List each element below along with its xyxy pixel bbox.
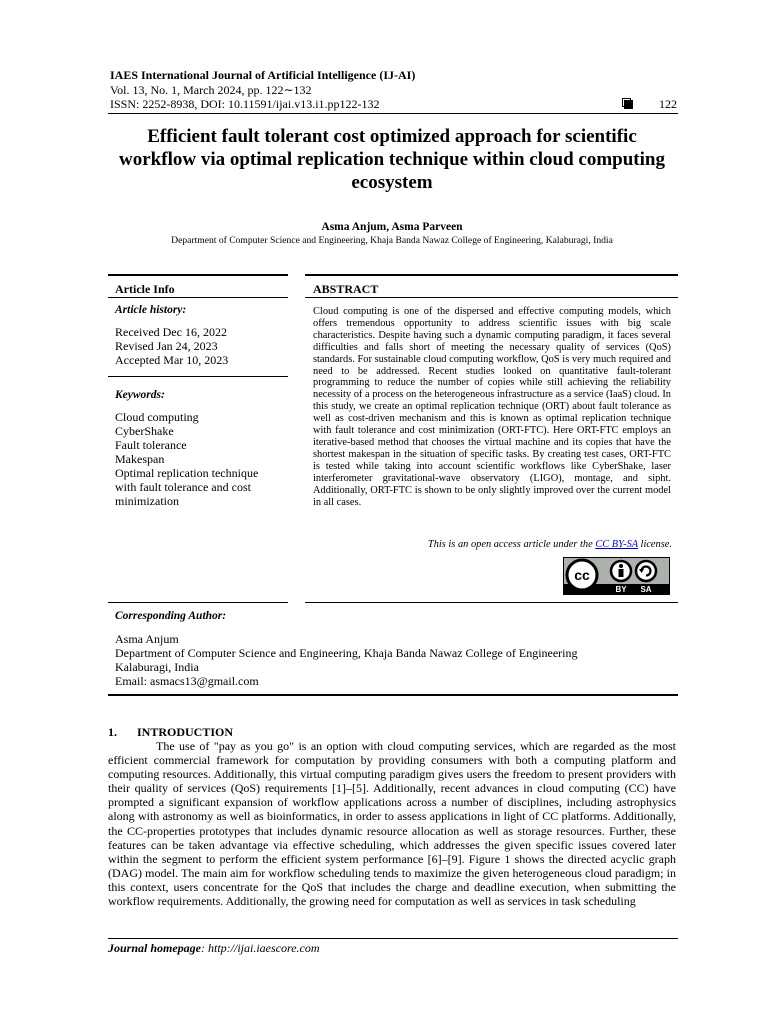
abstract-sub-rule (305, 297, 678, 298)
journal-homepage (108, 941, 320, 956)
journal-issn: ISSN: 2252-8938, DOI: 10.11591/ijai.v13.i1.pp122-132 (110, 97, 380, 111)
license-prefix: This is an open access article under the (427, 539, 596, 550)
header-rule (108, 113, 678, 114)
homepage-label: Journal homepage (108, 941, 202, 955)
article-info-heading: Article Info (115, 282, 175, 296)
abstract-text: Cloud computing is one of the dispersed and effective computing models, which offers tremendous opportunity to address scientific issues with big scale characteristics. Despite having such a dynamic computing paradigm, it faces several difficulties and falls short of meeting the necessary quality of services (QoS) standards. For sustainable cloud computing workflow, QoS is very much required and need to be addressed. Recent studies looked on quantitative fault-tolerant programming to reduce the number of copies while still achieving the reliability necessity of a process on the heterogeneous infrastructure as a service (IaaS) cloud. In this study, we create an optimal replication technique (ORT) about fault tolerance as well as cost-driven mechanism and this is known as optimal replication technique with fault tolerance and cost minimization (ORT-FTC). Here ORT-FTC employs an iterative-based method that chooses the virtual machine and its copies that have the shortest makespan in the situation of specific tasks. By creating test cases, ORT-FTC is tested while taking into account scientific workflows like CyberShake, laser interferometer gravitational-wave observatory (LIGO), montage, and sipht. Additionally, ORT-FTC is shown to be only slightly improved over the current model in all cases. (313, 306, 671, 508)
paper-affiliation: Department of Computer Science and Engineering, Khaja Banda Nawaz College of Engineering, Kalaburagi, India (171, 235, 613, 246)
introduction-body (108, 739, 676, 908)
badge-sa-label: SA (640, 585, 652, 594)
license-note (428, 539, 672, 550)
license-link[interactable]: CC BY-SA (595, 539, 638, 550)
keyword-item: Cloud computing (115, 410, 199, 424)
corresponding-city: Kalaburagi, India (115, 660, 199, 674)
square-bullet-icon (622, 98, 631, 107)
abstract-heading: ABSTRACT (313, 282, 379, 296)
keyword-item: Optimal replication technique with fault tolerance and cost minimization (115, 466, 259, 508)
abstract-bottom-rule (305, 602, 678, 603)
keywords-list (115, 410, 275, 508)
article-info-top-rule (108, 274, 288, 276)
svg-text:cc: cc (574, 567, 590, 583)
homepage-url[interactable]: : http://ijai.iaescore.com (201, 941, 320, 955)
cc-by-sa-badge-icon[interactable] (563, 557, 670, 595)
journal-name: IAES International Journal of Artificial Intelligence (IJ-AI) (110, 68, 416, 82)
accepted-date: Accepted Mar 10, 2023 (115, 353, 229, 367)
journal-header (110, 68, 678, 112)
abstract-top-rule (305, 274, 678, 276)
received-date: Received Dec 16, 2022 (115, 325, 227, 339)
revised-date: Revised Jan 24, 2023 (115, 339, 218, 353)
corresponding-bottom-rule (108, 694, 678, 696)
journal-volume: Vol. 13, No. 1, March 2024, pp. 122∼132 (110, 82, 312, 97)
badge-by-label: BY (615, 585, 627, 594)
corresponding-email: Email: asmacs13@gmail.com (115, 674, 259, 688)
keyword-item: Fault tolerance (115, 438, 187, 452)
article-info-sub-rule (108, 297, 288, 298)
paper-authors: Asma Anjum, Asma Parveen (321, 221, 463, 233)
section-title: INTRODUCTION (137, 725, 234, 739)
corresponding-author (115, 632, 675, 688)
keywords-heading: Keywords: (115, 389, 165, 401)
history-divider (108, 376, 288, 377)
paper-title: Efficient fault tolerant cost optimized approach for scientific workflow via optimal replication technique within cloud computing ecosystem (119, 126, 665, 193)
corresponding-dept: Department of Computer Science and Engineering, Khaja Banda Nawaz College of Engineering (115, 646, 578, 660)
section-heading (108, 725, 233, 740)
article-info-bottom-rule (108, 602, 288, 603)
corresponding-name: Asma Anjum (115, 632, 179, 646)
keyword-item: CyberShake (115, 424, 174, 438)
keyword-item: Makespan (115, 452, 165, 466)
page-number: 122 (659, 97, 677, 111)
article-history-heading: Article history: (115, 304, 187, 316)
section-number: 1. (108, 725, 117, 739)
corresponding-heading: Corresponding Author: (115, 610, 227, 622)
article-history (115, 325, 285, 367)
introduction-text: The use of "pay as you go" is an option with cloud computing services, which are regarded as the most efficient commercial framework for computation by providing consumers with both a computing platform and computing resources. Additionally, this virtual computing paradigm gives users the freedom to present providers with their quality of services (QoS) requirements [1]–[5]. Additionally, recent advances in cloud computing (CC) have prompted a significant expansion of workflow applications across a number of disciplines, including astrophysics along with astronomy as well as bioinformatics, in order to assess applications in light of CC platforms. Additionally, the CC-properties prototypes that includes dynamic resource allocation as well as storage resources. Further, these features can be taken advantage via effective scheduling, which addresses the given specific issues covered later within the segment to perform the efficient system performance [6]–[9]. Figure 1 shows the directed acyclic graph (DAG) model. The main aim for workflow scheduling tends to maximize the given heterogeneous cloud paradigm; in this context, users concentrate for the QoS that includes the charge and deadline execution, when submitting the workflow requirements. Additionally, the growing need for computation as well as services in task scheduling (108, 739, 676, 909)
footer-rule (108, 938, 678, 939)
license-suffix: license. (637, 539, 672, 550)
